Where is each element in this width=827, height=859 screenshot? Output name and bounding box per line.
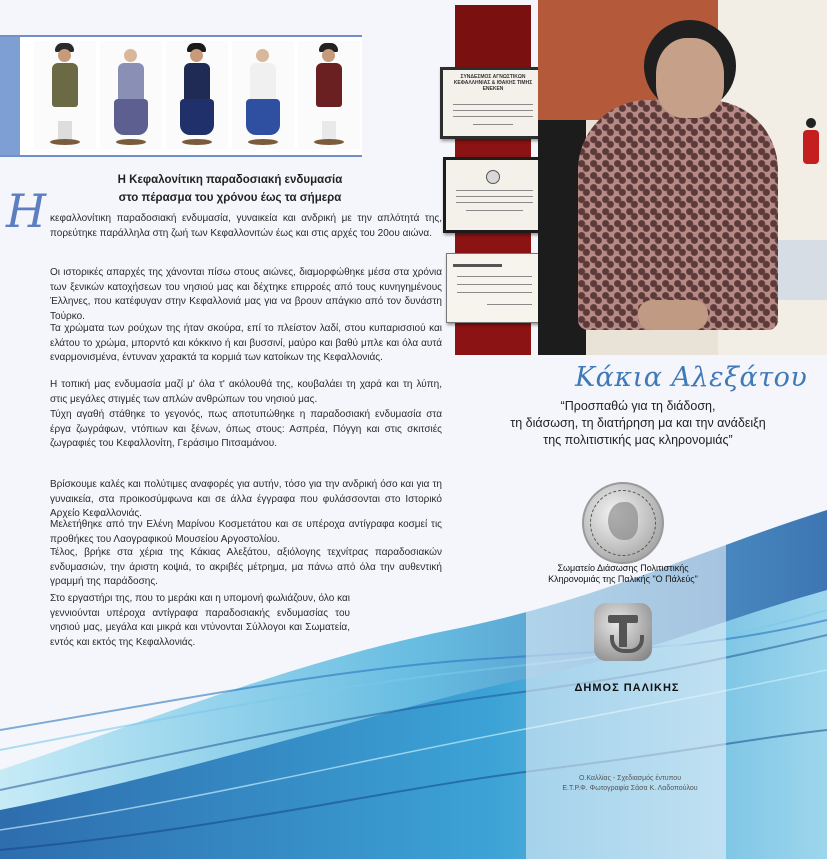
association-line: Σωματείο Διάσωσης Πολιτιστικής — [557, 563, 689, 573]
paragraph: Τα χρώματα των ρούχων της ήταν σκούρα, επί το πλείστον λαδί, στου κυπαρισσιού και ελάτου το χρώμα, μπορντό και κόκκινο ή και βυσσινί, μαύρο και βαθύ μπλε και όλα αυτά εναρμονισμένα, έντυναν χαρακτά τα κορμιά των κατοίκων της Κεφαλλονιάς. — [50, 323, 442, 363]
person-name: Κάκια Αλεξάτου — [575, 362, 808, 393]
diploma-icon — [446, 253, 543, 323]
costume-strip — [0, 35, 362, 157]
diploma-icon — [440, 67, 546, 139]
paragraph: Οι ιστορικές απαρχές της χάνονται πίσω στους αιώνες, διαμορφώθηκε μέσα στα χρόνια των ξενικών κατοχήσεων του νησιού μας και δέχτηκε επιρροές από τους κυνηγημένους Έλληνες, που κατέφυγαν στην Κεφαλλονιά μας για να βρουν απάγκιο από τον δυνάστη Τούρκο. — [50, 267, 442, 322]
drop-cap: Η — [6, 184, 47, 238]
credit-line: Ε.Τ.Ρ.Φ. Φωτογραφία Σάσα Κ. Λαδοπούλου — [562, 785, 698, 792]
costume-figure-icon — [34, 41, 96, 149]
costume-figure-icon — [100, 41, 162, 149]
association-line: Κληρονομιάς της Παλικής "Ο Πάλεύς" — [548, 574, 698, 584]
credit-line: Ο.Καλλίας - Σχεδιασμός έντυπου — [578, 775, 682, 782]
credits — [560, 774, 700, 794]
costume-figure-icon — [166, 41, 228, 149]
municipality-name: ΔΗΜΟΣ ΠΑΛΙΚΗΣ — [574, 682, 680, 694]
association-seal-icon — [582, 482, 664, 564]
diploma-text: ΣΥΝΔΕΣΜΟΣ ΑΓΝΩΣΤΙΚΩΝ ΚΕΦΑΛΛΗΝΙΑΣ & ΙΘΑΚΗΣ ΤΙΜΗΣ ΕΝΕΚΕΝ — [453, 74, 533, 92]
paragraph: κεφαλλονίτικη παραδοσιακή ενδυμασία, γυναικεία και ανδρική με την απλότητά της, πορεύτηκε παράλληλα στη ζωή των Κεφαλλονιτών έως και στις αρχές του 20ου αιώνα. — [50, 213, 442, 239]
paragraph: Μελετήθηκε από την Ελένη Μαρίνου Κοσμετάτου και σε υπέροχα αντίγραφα κοσμεί τις προθήκες του Λαογραφικού Μουσείου Αργοστολίου. — [50, 519, 442, 545]
costume-figure-icon — [232, 41, 294, 149]
paragraph: Η τοπική μας ενδυμασία μαζί μ' όλα τ' ακόλουθά της, κουβαλάει τη χαρά και τη λύπη, στις μεγάλες στιγμές των απλών ανθρώπων του νησιού μας. — [50, 379, 442, 405]
portrait-photo — [538, 0, 827, 355]
paragraph: Τέλος, βρήκε στα χέρια της Κάκιας Αλεξάτου, αξιόλογης τεχνίτρας παραδοσιακών ενδυμασιών, την άριστη κοψιά, το ακριβές μέτρημα, μα πάνω από όλα την αυθεντική γραμμή της παράδοσης. — [50, 547, 442, 587]
red-band — [455, 5, 531, 67]
diploma-icon — [443, 157, 546, 233]
costume-figure-icon — [298, 41, 360, 149]
article-subtitle: στο πέρασμα του χρόνου έως τα σήμερα — [118, 192, 342, 204]
paragraph: Βρίσκουμε καλές και πολύτιμες αναφορές για αυτήν, τόσο για την ανδρική όσο και για τη γυναικεία, στα προικοσύμφωνα και σε άλλα έγγραφα που φυλάσσονται στο Ιστορικό Αρχείο Κεφαλλονιάς. — [50, 479, 442, 519]
article-title: Η Κεφαλονίτικη παραδοσιακή ενδυμασία — [117, 174, 343, 186]
quote-line: τη διάσωση, τη διατήρηση μα και την ανάδειξη — [510, 416, 766, 430]
strip-accent — [0, 37, 20, 155]
paragraph: Στο εργαστήρι της, που το μεράκι και η υπομονή φωλιάζουν, όλο και γεννιούνται υπέροχα αντίγραφα παραδοσιακής ενδυμασίας του νησιού μας, μεγάλα και μικρά και ντύνονται Σύλλογοι και Σωματεία, εντός και εκτός της Κεφαλλονιάς. — [50, 593, 350, 648]
quote-line: της πολιτιστικής μας κληρονομιάς” — [543, 433, 733, 447]
municipality-logo-icon — [594, 603, 652, 661]
association-name — [548, 563, 698, 585]
quote-line: “Προσπαθώ για τη διάδοση, — [560, 399, 716, 413]
quote — [478, 398, 798, 449]
paragraph: Τύχη αγαθή στάθηκε το γεγονός, πως αποτυπώθηκε η παραδοσιακή ενδυμασία στα έργα ζωγράφων, ντόπιων και ξένων, όπως στους: Ασπρέα, Πόγγη και στις σκιτσιές ζωγραφιές του Κεφαλλονίτη, Γεράσιμο Πιτσαμάνου. — [50, 409, 442, 449]
